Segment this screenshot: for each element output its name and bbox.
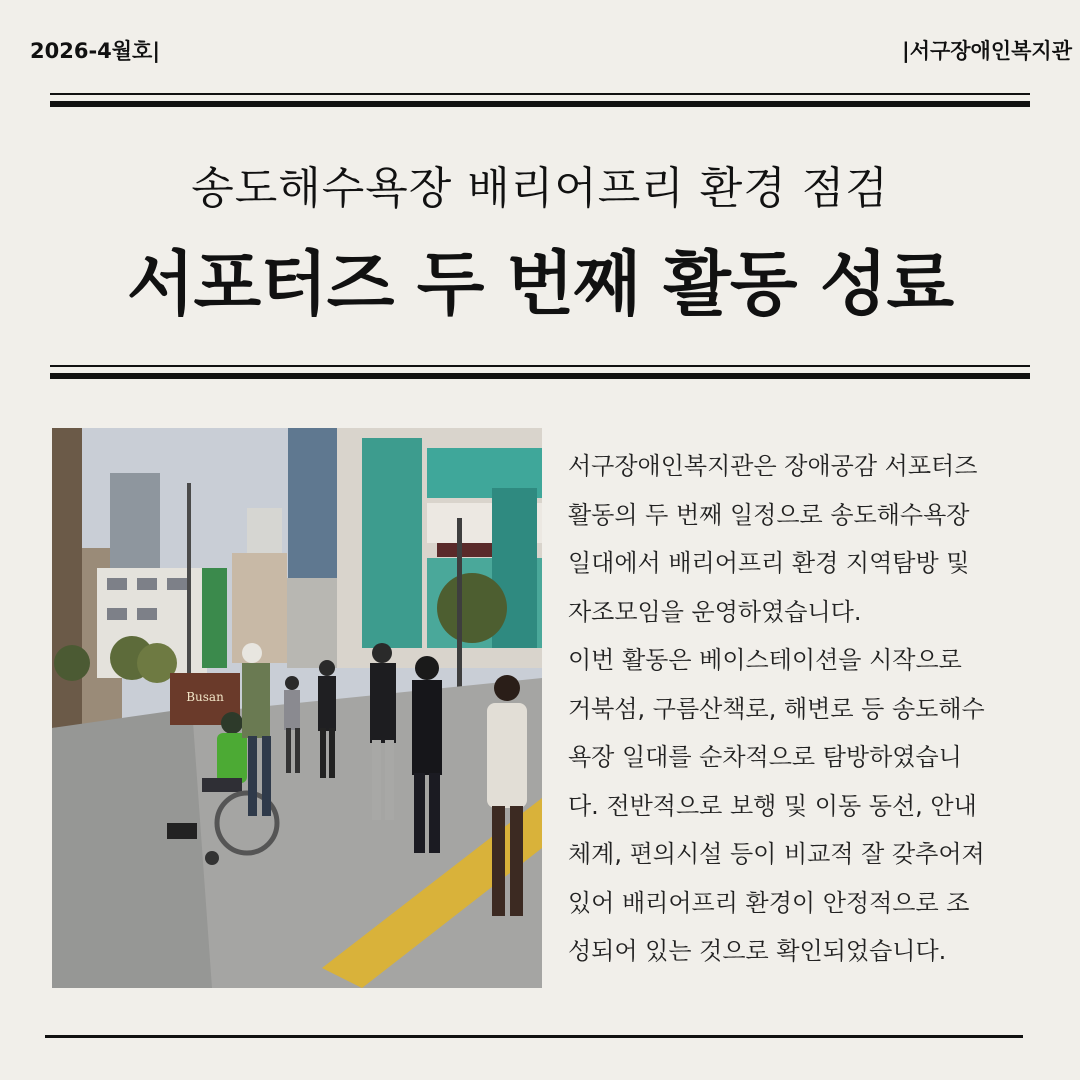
title-rule-thin [50,365,1030,367]
article-subtitle: 송도해수욕장 배리어프리 환경 점검 [191,163,889,214]
header-rule-thick [50,101,1030,107]
article-body: 서구장애인복지관은 장애공감 서포터즈 활동의 두 번째 일정으로 송도해수욕장 일대에서 배리어프리 환경 지역탐방 및 자조모임을 운영하였습니다. 이번 활동은 베이스테이션을 시작으로 거북섬, 구름산책로, 해변로 등 송도해수 욕장 일대를 순차적으로 탐방하였습니 다. 전반적으로 보행 및 이동 동선, 안내 체계, 편의시설 등이 비교적 잘 갖추어져 있어 배리어프리 환경이 안정적으로 조 성되어 있는 것으로 확인되었습니다. [568,452,985,965]
footer-rule [45,1035,1023,1038]
header-rule-thin [50,93,1030,95]
issue-label: 2026-4월호| [30,39,161,63]
activity-photo [52,428,542,988]
article-headline: 서포터즈 두 번째 활동 성료 [126,243,954,325]
organization-label: |서구장애인복지관 [902,39,1072,63]
title-rule-thick [50,373,1030,379]
planter-sign-text: Busan [186,690,224,704]
